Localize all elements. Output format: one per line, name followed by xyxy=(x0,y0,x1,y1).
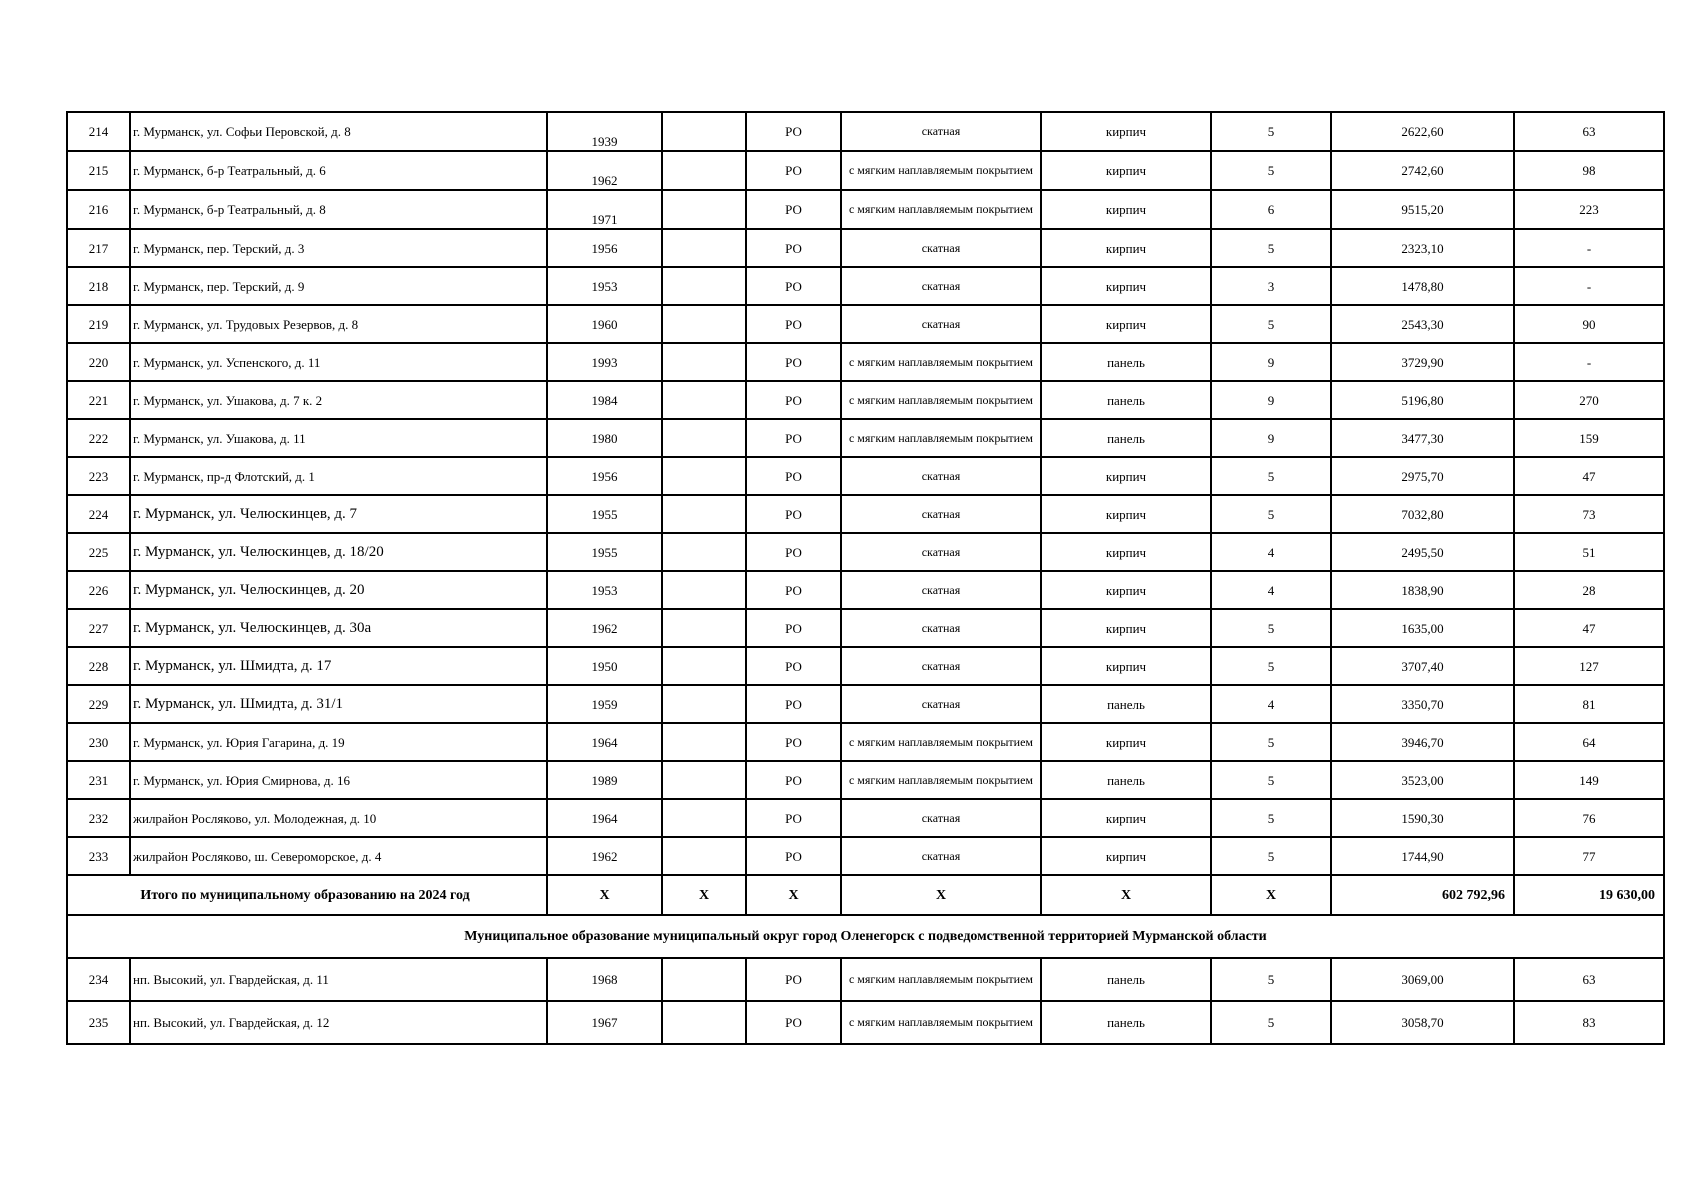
year-cell: 1960 xyxy=(547,305,662,343)
fund-cell: РО xyxy=(746,761,841,799)
area-cell: 1744,90 xyxy=(1331,837,1514,875)
empty-cell xyxy=(662,112,746,151)
area-cell: 1635,00 xyxy=(1331,609,1514,647)
wall-material-cell: панель xyxy=(1041,1001,1211,1044)
roof-type-cell: скатная xyxy=(841,305,1041,343)
floors-cell: 5 xyxy=(1211,229,1331,267)
table-row xyxy=(67,343,1664,381)
roof-type-cell: с мягким наплавляемым покрытием xyxy=(841,151,1041,190)
address-cell: г. Мурманск, ул. Юрия Гагарина, д. 19 xyxy=(130,723,547,761)
area-cell: 2543,30 xyxy=(1331,305,1514,343)
wall-material-cell: кирпич xyxy=(1041,457,1211,495)
area-cell: 3058,70 xyxy=(1331,1001,1514,1044)
wall-material-cell: кирпич xyxy=(1041,609,1211,647)
row-number: 227 xyxy=(67,609,130,647)
row-number: 219 xyxy=(67,305,130,343)
floors-cell: 6 xyxy=(1211,190,1331,229)
residents-cell: 77 xyxy=(1514,837,1664,875)
row-number: 224 xyxy=(67,495,130,533)
fund-cell: РО xyxy=(746,112,841,151)
roof-type-cell: с мягким наплавляемым покрытием xyxy=(841,761,1041,799)
area-cell: 9515,20 xyxy=(1331,190,1514,229)
year-cell: 1956 xyxy=(547,457,662,495)
fund-cell: РО xyxy=(746,381,841,419)
empty-cell xyxy=(662,229,746,267)
fund-cell: РО xyxy=(746,647,841,685)
address-cell: г. Мурманск, ул. Челюскинцев, д. 20 xyxy=(130,571,547,609)
fund-cell: РО xyxy=(746,533,841,571)
year-cell: 1955 xyxy=(547,533,662,571)
empty-cell xyxy=(662,305,746,343)
table-row xyxy=(67,723,1664,761)
row-number: 233 xyxy=(67,837,130,875)
residents-cell: - xyxy=(1514,267,1664,305)
table-row xyxy=(67,495,1664,533)
row-number: 223 xyxy=(67,457,130,495)
row-number: 225 xyxy=(67,533,130,571)
fund-cell: РО xyxy=(746,799,841,837)
area-cell: 3946,70 xyxy=(1331,723,1514,761)
roof-type-cell: с мягким наплавляемым покрытием xyxy=(841,958,1041,1001)
row-number: 229 xyxy=(67,685,130,723)
residents-cell: 51 xyxy=(1514,533,1664,571)
residents-cell: 127 xyxy=(1514,647,1664,685)
roof-type-cell: скатная xyxy=(841,799,1041,837)
empty-cell xyxy=(662,958,746,1001)
roof-type-cell: с мягким наплавляемым покрытием xyxy=(841,190,1041,229)
year-cell: 1956 xyxy=(547,229,662,267)
row-number: 222 xyxy=(67,419,130,457)
wall-material-cell: панель xyxy=(1041,381,1211,419)
fund-cell: РО xyxy=(746,267,841,305)
fund-cell: РО xyxy=(746,958,841,1001)
roof-type-cell: скатная xyxy=(841,495,1041,533)
wall-material-cell: кирпич xyxy=(1041,151,1211,190)
roof-type-cell: скатная xyxy=(841,112,1041,151)
floors-cell: 5 xyxy=(1211,457,1331,495)
empty-cell xyxy=(662,609,746,647)
fund-cell: РО xyxy=(746,305,841,343)
year-cell: 1980 xyxy=(547,419,662,457)
empty-cell xyxy=(662,837,746,875)
total-x-cell: X xyxy=(746,875,841,915)
floors-cell: 5 xyxy=(1211,305,1331,343)
fund-cell: РО xyxy=(746,151,841,190)
fund-cell: РО xyxy=(746,495,841,533)
table-body xyxy=(67,112,1664,1044)
table-row xyxy=(67,571,1664,609)
empty-cell xyxy=(662,151,746,190)
table-row xyxy=(67,837,1664,875)
area-cell: 3729,90 xyxy=(1331,343,1514,381)
empty-cell xyxy=(662,799,746,837)
address-cell: г. Мурманск, б-р Театральный, д. 6 xyxy=(130,151,547,190)
address-cell: г. Мурманск, ул. Челюскинцев, д. 7 xyxy=(130,495,547,533)
empty-cell xyxy=(662,457,746,495)
floors-cell: 5 xyxy=(1211,837,1331,875)
roof-type-cell: с мягким наплавляемым покрытием xyxy=(841,723,1041,761)
row-number: 235 xyxy=(67,1001,130,1044)
total-label: Итого по муниципальному образованию на 2024 год xyxy=(67,875,547,915)
residents-cell: 63 xyxy=(1514,958,1664,1001)
wall-material-cell: кирпич xyxy=(1041,723,1211,761)
table-row xyxy=(67,1001,1664,1044)
floors-cell: 5 xyxy=(1211,799,1331,837)
table-row xyxy=(67,533,1664,571)
roof-type-cell: скатная xyxy=(841,229,1041,267)
wall-material-cell: кирпич xyxy=(1041,305,1211,343)
address-cell: жилрайон Росляково, ш. Североморское, д. 4 xyxy=(130,837,547,875)
residents-cell: 223 xyxy=(1514,190,1664,229)
total-area-cell: 602 792,96 xyxy=(1331,875,1514,915)
year-cell: 1953 xyxy=(547,267,662,305)
table-row xyxy=(67,685,1664,723)
table-row xyxy=(67,381,1664,419)
row-number: 221 xyxy=(67,381,130,419)
floors-cell: 5 xyxy=(1211,112,1331,151)
floors-cell: 9 xyxy=(1211,419,1331,457)
row-number: 230 xyxy=(67,723,130,761)
area-cell: 3707,40 xyxy=(1331,647,1514,685)
floors-cell: 5 xyxy=(1211,647,1331,685)
wall-material-cell: кирпич xyxy=(1041,799,1211,837)
fund-cell: РО xyxy=(746,837,841,875)
empty-cell xyxy=(662,343,746,381)
empty-cell xyxy=(662,267,746,305)
area-cell: 5196,80 xyxy=(1331,381,1514,419)
fund-cell: РО xyxy=(746,685,841,723)
roof-type-cell: скатная xyxy=(841,267,1041,305)
address-cell: г. Мурманск, пер. Терский, д. 3 xyxy=(130,229,547,267)
empty-cell xyxy=(662,190,746,229)
table-row xyxy=(67,190,1664,229)
area-cell: 1590,30 xyxy=(1331,799,1514,837)
address-cell: г. Мурманск, ул. Успенского, д. 11 xyxy=(130,343,547,381)
area-cell: 7032,80 xyxy=(1331,495,1514,533)
wall-material-cell: кирпич xyxy=(1041,647,1211,685)
total-residents-cell: 19 630,00 xyxy=(1514,875,1664,915)
wall-material-cell: панель xyxy=(1041,685,1211,723)
fund-cell: РО xyxy=(746,343,841,381)
fund-cell: РО xyxy=(746,571,841,609)
address-cell: г. Мурманск, пер. Терский, д. 9 xyxy=(130,267,547,305)
year-cell: 1968 xyxy=(547,958,662,1001)
residents-cell: 98 xyxy=(1514,151,1664,190)
area-cell: 1838,90 xyxy=(1331,571,1514,609)
floors-cell: 3 xyxy=(1211,267,1331,305)
year-cell: 1962 xyxy=(547,609,662,647)
table-row xyxy=(67,229,1664,267)
floors-cell: 9 xyxy=(1211,343,1331,381)
wall-material-cell: кирпич xyxy=(1041,112,1211,151)
area-cell: 2975,70 xyxy=(1331,457,1514,495)
residents-cell: 159 xyxy=(1514,419,1664,457)
residents-cell: - xyxy=(1514,229,1664,267)
year-cell: 1959 xyxy=(547,685,662,723)
roof-type-cell: с мягким наплавляемым покрытием xyxy=(841,343,1041,381)
empty-cell xyxy=(662,647,746,685)
total-x-cell: X xyxy=(662,875,746,915)
address-cell: г. Мурманск, пр-д Флотский, д. 1 xyxy=(130,457,547,495)
total-row xyxy=(67,875,1664,915)
row-number: 226 xyxy=(67,571,130,609)
residents-cell: 83 xyxy=(1514,1001,1664,1044)
table-row xyxy=(67,305,1664,343)
empty-cell xyxy=(662,533,746,571)
wall-material-cell: кирпич xyxy=(1041,267,1211,305)
roof-type-cell: скатная xyxy=(841,647,1041,685)
address-cell: г. Мурманск, ул. Софьи Перовской, д. 8 xyxy=(130,112,547,151)
residents-cell: 47 xyxy=(1514,609,1664,647)
row-number: 220 xyxy=(67,343,130,381)
fund-cell: РО xyxy=(746,457,841,495)
row-number: 231 xyxy=(67,761,130,799)
fund-cell: РО xyxy=(746,419,841,457)
address-cell: г. Мурманск, ул. Ушакова, д. 7 к. 2 xyxy=(130,381,547,419)
year-cell: 1962 xyxy=(547,151,662,190)
address-cell: г. Мурманск, ул. Челюскинцев, д. 30а xyxy=(130,609,547,647)
residents-cell: 64 xyxy=(1514,723,1664,761)
address-cell: г. Мурманск, ул. Ушакова, д. 11 xyxy=(130,419,547,457)
empty-cell xyxy=(662,381,746,419)
housing-registry-table xyxy=(66,111,1665,1045)
table-row xyxy=(67,958,1664,1001)
empty-cell xyxy=(662,495,746,533)
floors-cell: 4 xyxy=(1211,685,1331,723)
floors-cell: 9 xyxy=(1211,381,1331,419)
roof-type-cell: скатная xyxy=(841,533,1041,571)
roof-type-cell: скатная xyxy=(841,571,1041,609)
floors-cell: 5 xyxy=(1211,609,1331,647)
residents-cell: 47 xyxy=(1514,457,1664,495)
address-cell: г. Мурманск, ул. Шмидта, д. 31/1 xyxy=(130,685,547,723)
roof-type-cell: скатная xyxy=(841,609,1041,647)
year-cell: 1993 xyxy=(547,343,662,381)
total-x-cell: X xyxy=(841,875,1041,915)
year-cell: 1953 xyxy=(547,571,662,609)
section-title: Муниципальное образование муниципальный округ город Оленегорск с подведомственной территорией Мурманской области xyxy=(67,915,1664,958)
floors-cell: 5 xyxy=(1211,958,1331,1001)
wall-material-cell: кирпич xyxy=(1041,533,1211,571)
row-number: 215 xyxy=(67,151,130,190)
wall-material-cell: кирпич xyxy=(1041,229,1211,267)
year-cell: 1964 xyxy=(547,799,662,837)
residents-cell: 28 xyxy=(1514,571,1664,609)
empty-cell xyxy=(662,1001,746,1044)
address-cell: г. Мурманск, ул. Трудовых Резервов, д. 8 xyxy=(130,305,547,343)
row-number: 216 xyxy=(67,190,130,229)
floors-cell: 5 xyxy=(1211,151,1331,190)
total-x-cell: X xyxy=(1211,875,1331,915)
table-row xyxy=(67,799,1664,837)
wall-material-cell: панель xyxy=(1041,419,1211,457)
roof-type-cell: скатная xyxy=(841,685,1041,723)
roof-type-cell: с мягким наплавляемым покрытием xyxy=(841,381,1041,419)
residents-cell: 63 xyxy=(1514,112,1664,151)
area-cell: 2742,60 xyxy=(1331,151,1514,190)
row-number: 232 xyxy=(67,799,130,837)
fund-cell: РО xyxy=(746,229,841,267)
roof-type-cell: скатная xyxy=(841,457,1041,495)
wall-material-cell: кирпич xyxy=(1041,495,1211,533)
area-cell: 3350,70 xyxy=(1331,685,1514,723)
row-number: 218 xyxy=(67,267,130,305)
table-row xyxy=(67,761,1664,799)
floors-cell: 4 xyxy=(1211,533,1331,571)
address-cell: жилрайон Росляково, ул. Молодежная, д. 10 xyxy=(130,799,547,837)
residents-cell: 90 xyxy=(1514,305,1664,343)
table-row xyxy=(67,112,1664,151)
table-row xyxy=(67,647,1664,685)
roof-type-cell: с мягким наплавляемым покрытием xyxy=(841,419,1041,457)
address-cell: г. Мурманск, ул. Шмидта, д. 17 xyxy=(130,647,547,685)
area-cell: 3477,30 xyxy=(1331,419,1514,457)
year-cell: 1989 xyxy=(547,761,662,799)
year-cell: 1971 xyxy=(547,190,662,229)
empty-cell xyxy=(662,571,746,609)
empty-cell xyxy=(662,685,746,723)
year-cell: 1939 xyxy=(547,112,662,151)
floors-cell: 5 xyxy=(1211,723,1331,761)
wall-material-cell: кирпич xyxy=(1041,190,1211,229)
residents-cell: 270 xyxy=(1514,381,1664,419)
residents-cell: 81 xyxy=(1514,685,1664,723)
year-cell: 1984 xyxy=(547,381,662,419)
residents-cell: 73 xyxy=(1514,495,1664,533)
total-x-cell: X xyxy=(547,875,662,915)
floors-cell: 4 xyxy=(1211,571,1331,609)
year-cell: 1955 xyxy=(547,495,662,533)
row-number: 217 xyxy=(67,229,130,267)
residents-cell: - xyxy=(1514,343,1664,381)
area-cell: 3069,00 xyxy=(1331,958,1514,1001)
year-cell: 1967 xyxy=(547,1001,662,1044)
roof-type-cell: скатная xyxy=(841,837,1041,875)
row-number: 214 xyxy=(67,112,130,151)
table-row xyxy=(67,267,1664,305)
fund-cell: РО xyxy=(746,609,841,647)
fund-cell: РО xyxy=(746,190,841,229)
area-cell: 3523,00 xyxy=(1331,761,1514,799)
fund-cell: РО xyxy=(746,1001,841,1044)
wall-material-cell: кирпич xyxy=(1041,571,1211,609)
residents-cell: 76 xyxy=(1514,799,1664,837)
empty-cell xyxy=(662,761,746,799)
address-cell: г. Мурманск, ул. Челюскинцев, д. 18/20 xyxy=(130,533,547,571)
area-cell: 2495,50 xyxy=(1331,533,1514,571)
address-cell: нп. Высокий, ул. Гвардейская, д. 12 xyxy=(130,1001,547,1044)
wall-material-cell: панель xyxy=(1041,958,1211,1001)
row-number: 234 xyxy=(67,958,130,1001)
year-cell: 1950 xyxy=(547,647,662,685)
floors-cell: 5 xyxy=(1211,495,1331,533)
address-cell: г. Мурманск, б-р Театральный, д. 8 xyxy=(130,190,547,229)
address-cell: г. Мурманск, ул. Юрия Смирнова, д. 16 xyxy=(130,761,547,799)
empty-cell xyxy=(662,723,746,761)
table-row xyxy=(67,457,1664,495)
residents-cell: 149 xyxy=(1514,761,1664,799)
table-row xyxy=(67,151,1664,190)
wall-material-cell: панель xyxy=(1041,343,1211,381)
floors-cell: 5 xyxy=(1211,761,1331,799)
wall-material-cell: кирпич xyxy=(1041,837,1211,875)
address-cell: нп. Высокий, ул. Гвардейская, д. 11 xyxy=(130,958,547,1001)
row-number: 228 xyxy=(67,647,130,685)
total-x-cell: X xyxy=(1041,875,1211,915)
table-row xyxy=(67,419,1664,457)
fund-cell: РО xyxy=(746,723,841,761)
area-cell: 2622,60 xyxy=(1331,112,1514,151)
year-cell: 1964 xyxy=(547,723,662,761)
area-cell: 1478,80 xyxy=(1331,267,1514,305)
section-row xyxy=(67,915,1664,958)
wall-material-cell: панель xyxy=(1041,761,1211,799)
area-cell: 2323,10 xyxy=(1331,229,1514,267)
roof-type-cell: с мягким наплавляемым покрытием xyxy=(841,1001,1041,1044)
floors-cell: 5 xyxy=(1211,1001,1331,1044)
year-cell: 1962 xyxy=(547,837,662,875)
empty-cell xyxy=(662,419,746,457)
table-row xyxy=(67,609,1664,647)
